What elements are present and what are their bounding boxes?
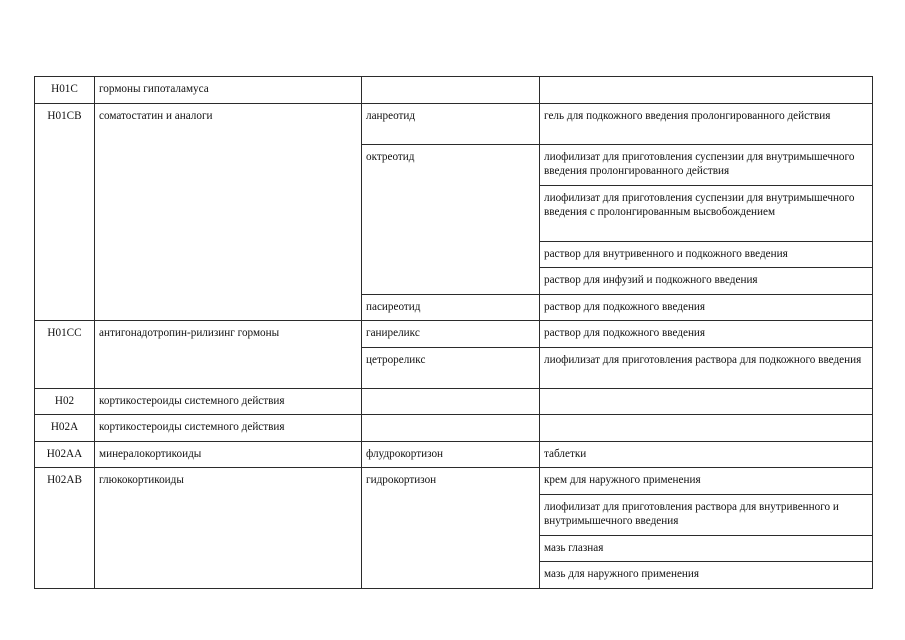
dosage-form-cell: мазь для наружного применения	[540, 562, 873, 589]
drug-name-cell	[362, 415, 540, 442]
dosage-form-cell: раствор для подкожного введения	[540, 321, 873, 348]
dosage-form-cell: раствор для подкожного введения	[540, 294, 873, 321]
atc-code-cell: Н01СС	[35, 321, 95, 389]
atc-code-cell: Н01С	[35, 77, 95, 104]
atc-code-cell: Н02А	[35, 415, 95, 442]
drug-name-cell: гидрокортизон	[362, 468, 540, 589]
dosage-form-cell: лиофилизат для приготовления суспензии для внутримышечного введения с пролонгированным высвобождением	[540, 185, 873, 241]
drug-name-cell: октреотид	[362, 144, 540, 294]
dosage-form-cell: крем для наружного применения	[540, 468, 873, 495]
table-row	[35, 415, 873, 442]
atc-code-cell: H01CB	[35, 103, 95, 321]
drug-name-cell: пасиреотид	[362, 294, 540, 321]
group-name-cell: гормоны гипоталамуса	[95, 77, 362, 104]
dosage-form-cell	[540, 415, 873, 442]
table-row	[35, 321, 873, 348]
dosage-form-cell: раствор для инфузий и подкожного введения	[540, 268, 873, 295]
dosage-form-cell: лиофилизат для приготовления суспензии для внутримышечного введения пролонгированного действия	[540, 144, 873, 185]
dosage-form-cell: мазь глазная	[540, 535, 873, 562]
dosage-form-cell: лиофилизат для приготовления раствора для подкожного введения	[540, 347, 873, 388]
group-name-cell: кортикостероиды системного действия	[95, 388, 362, 415]
dosage-form-cell: раствор для внутривенного и подкожного введения	[540, 241, 873, 268]
group-name-cell: соматостатин и аналоги	[95, 103, 362, 321]
drug-name-cell	[362, 388, 540, 415]
table-row	[35, 77, 873, 104]
atc-code-cell: Н02АА	[35, 441, 95, 468]
group-name-cell: кортикостероиды системного действия	[95, 415, 362, 442]
atc-code-cell: Н02АВ	[35, 468, 95, 589]
drug-name-cell: ланреотид	[362, 103, 540, 144]
group-name-cell: глюкокортикоиды	[95, 468, 362, 589]
drug-name-cell: флудрокортизон	[362, 441, 540, 468]
drug-name-cell: ганиреликс	[362, 321, 540, 348]
dosage-form-cell: гель для подкожного введения пролонгированного действия	[540, 103, 873, 144]
group-name-cell: антигонадотропин-рилизинг гормоны	[95, 321, 362, 389]
table-row	[35, 468, 873, 495]
table-row	[35, 103, 873, 144]
dosage-form-cell: лиофилизат для приготовления раствора для внутривенного и внутримышечного введения	[540, 494, 873, 535]
group-name-cell: минералокортикоиды	[95, 441, 362, 468]
drug-classification-table	[34, 76, 873, 589]
table-row	[35, 441, 873, 468]
dosage-form-cell	[540, 77, 873, 104]
dosage-form-cell	[540, 388, 873, 415]
drug-name-cell: цетрореликс	[362, 347, 540, 388]
drug-name-cell	[362, 77, 540, 104]
table-row	[35, 388, 873, 415]
dosage-form-cell: таблетки	[540, 441, 873, 468]
atc-code-cell: Н02	[35, 388, 95, 415]
